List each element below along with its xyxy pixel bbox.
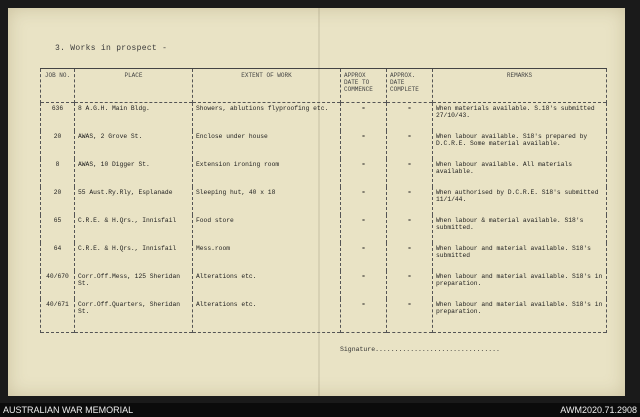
- place-cell: 8 A.G.H. Main Bldg.: [75, 103, 193, 131]
- extent-cell: Showers, ablutions flyproofing etc.: [193, 103, 341, 131]
- commence-cell: -: [341, 271, 387, 299]
- column-header-complete: APPROX. DATE COMPLETE: [387, 69, 433, 103]
- complete-cell: -: [387, 187, 433, 215]
- works-table: [40, 68, 607, 333]
- place-cell: AWAS, 10 Digger St.: [75, 159, 193, 187]
- table-row: [41, 215, 607, 243]
- extent-cell: Alterations etc.: [193, 271, 341, 299]
- remarks-cell: When authorised by D.C.R.E. S18's submitted 11/1/44.: [433, 187, 607, 215]
- remarks-cell: When labour & material available. S18's submitted.: [433, 215, 607, 243]
- job-no-cell: 20: [41, 131, 75, 159]
- column-header-remarks: REMARKS: [433, 69, 607, 103]
- commence-cell: -: [341, 103, 387, 131]
- table-row: [41, 131, 607, 159]
- place-cell: AWAS, 2 Grove St.: [75, 131, 193, 159]
- extent-cell: Sleeping hut, 40 x 18: [193, 187, 341, 215]
- table-header-row: [41, 69, 607, 103]
- job-no-cell: 64: [41, 243, 75, 271]
- complete-cell: -: [387, 271, 433, 299]
- table-row: [41, 103, 607, 131]
- job-no-cell: 40/670: [41, 271, 75, 299]
- remarks-cell: When labour and material available. S18's submitted: [433, 243, 607, 271]
- column-header-commence: APPROX DATE TO COMMENCE: [341, 69, 387, 103]
- complete-cell: -: [387, 299, 433, 333]
- extent-cell: Mess.room: [193, 243, 341, 271]
- place-cell: C.R.E. & H.Qrs., Innisfail: [75, 215, 193, 243]
- complete-cell: -: [387, 243, 433, 271]
- remarks-cell: When labour available. All materials available.: [433, 159, 607, 187]
- table-row: [41, 187, 607, 215]
- extent-cell: Alterations etc.: [193, 299, 341, 333]
- extent-cell: Enclose under house: [193, 131, 341, 159]
- job-no-cell: 20: [41, 187, 75, 215]
- complete-cell: -: [387, 131, 433, 159]
- accession-number: AWM2020.71.2908: [560, 405, 637, 415]
- signature-line: Signature................................: [340, 346, 500, 353]
- table-row: [41, 243, 607, 271]
- complete-cell: -: [387, 103, 433, 131]
- commence-cell: -: [341, 243, 387, 271]
- column-header-place: PLACE: [75, 69, 193, 103]
- remarks-cell: When labour and material available. S18's in preparation.: [433, 271, 607, 299]
- remarks-cell: When labour and material available. S18's in preparation.: [433, 299, 607, 333]
- job-no-cell: 636: [41, 103, 75, 131]
- place-cell: 55 Aust.Ry.Rly, Esplanade: [75, 187, 193, 215]
- commence-cell: -: [341, 131, 387, 159]
- commence-cell: -: [341, 187, 387, 215]
- extent-cell: Food store: [193, 215, 341, 243]
- extent-cell: Extension ironing room: [193, 159, 341, 187]
- remarks-cell: When materials available. S.18's submitted 27/10/43.: [433, 103, 607, 131]
- column-header-job-no: JOB NO.: [41, 69, 75, 103]
- place-cell: C.R.E. & H.Qrs., Innisfail: [75, 243, 193, 271]
- complete-cell: -: [387, 215, 433, 243]
- job-no-cell: 8: [41, 159, 75, 187]
- place-cell: Corr.Off.Mess, 125 Sheridan St.: [75, 271, 193, 299]
- table-row: [41, 159, 607, 187]
- job-no-cell: 65: [41, 215, 75, 243]
- remarks-cell: When labour available. S18's prepared by D.C.R.E. Some material available.: [433, 131, 607, 159]
- table-row: [41, 271, 607, 299]
- job-no-cell: 40/671: [41, 299, 75, 333]
- table-row: [41, 299, 607, 333]
- column-header-extent: EXTENT OF WORK: [193, 69, 341, 103]
- complete-cell: -: [387, 159, 433, 187]
- commence-cell: -: [341, 299, 387, 333]
- commence-cell: -: [341, 215, 387, 243]
- institution-caption: AUSTRALIAN WAR MEMORIAL: [3, 405, 134, 415]
- section-heading: 3. Works in prospect -: [55, 44, 168, 53]
- place-cell: Corr.Off.Quarters, Sheridan St.: [75, 299, 193, 333]
- caption-bar: [0, 403, 640, 417]
- commence-cell: -: [341, 159, 387, 187]
